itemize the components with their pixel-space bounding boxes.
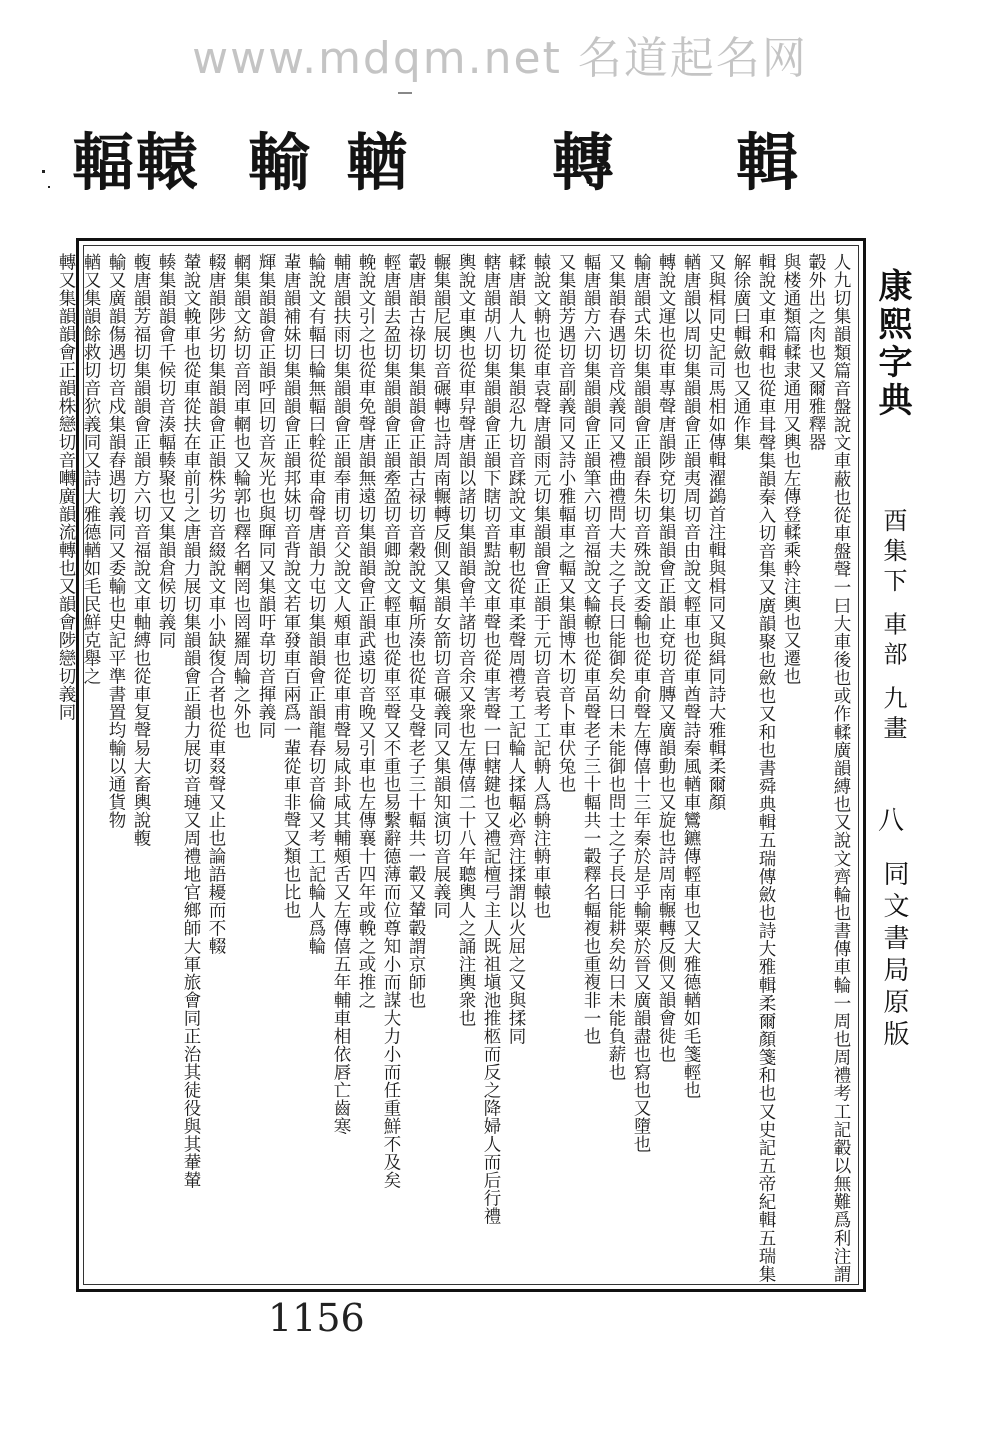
- section-label: 酉集下 車部 九畫: [879, 508, 907, 746]
- header-char: 轅: [136, 126, 199, 199]
- entry-paragraph: 輯說文車和輯也從車咠聲集韻秦入切音集又廣韻聚也斂也又和也書舜典輯五瑞傳斂也詩大雅輯柔爾顏箋和也又史記五帝紀輯五瑞集解徐廣曰輯斂也又通作集: [731, 253, 776, 1283]
- watermark-text: www.mdqm.net 名道起名网: [192, 33, 808, 84]
- header-char: 輶: [346, 126, 409, 199]
- dictionary-page-frame: [56, 238, 866, 1292]
- entry-paragraph: 輸唐韻式朱切集韻韻會正韻舂朱切音殊說文委輸也從車俞聲左傳僖十三年秦於是乎輸粟於晉又廣韻盡也寫也又墮也: [631, 253, 651, 1153]
- scan-speck: [48, 186, 50, 188]
- entry-paragraph: 輕唐韻去盈切集韻韻會正韻牽盈切音卿說文輕車也從車巠聲又不重也易繫辭德薄而位尊知小而謀大力小而任重鮮不及矣: [381, 253, 401, 1189]
- entry-paragraph: 轂唐韻古祿切集韻韻會正韻古禄切音穀說文輻所湊也從車殳聲老子三十輻共一轂又輦轂謂京師也: [406, 253, 426, 1009]
- scan-speck: [398, 92, 412, 94]
- entry-paragraph: 輝集韻韻會正韻呼回切音灰光也與暉同又集韻吁韋切音揮義同: [256, 253, 276, 739]
- header-char: 轉: [552, 126, 615, 199]
- entry-paragraph: 輹唐韻芳福切集韻韻會正韻方六切音福說文車軸縛也從車复聲易大畜輿說輹: [131, 253, 151, 847]
- entry-paragraph: 輓說文引之也從車免聲唐韻無遠切集韻韻會正韻武遠切音晚又引車也左傳襄十四年或輓之或推之: [356, 253, 376, 1009]
- publisher-label: 同文書局原版: [879, 860, 909, 1052]
- entry-paragraph: 轉又集韻韻會正韻株戀切音囀廣韻流轉也又韻會陟戀切義同: [56, 253, 76, 721]
- entry-paragraph: 輾集韻尼展切音碾轉也詩周南輾轉反側又集韻女箭切音碾義同又集韻知演切音展義同: [431, 253, 451, 919]
- entry-paragraph: 輸又廣韻傷遇切音戍集韻舂遇切義同又委輸也史記平準書置均輸以通貨物: [106, 253, 126, 829]
- entry-paragraph: 輩唐韻補妹切集韻韻會正韻邦妹切音背說文若軍發車百兩爲一輩從車非聲又類也比也: [281, 253, 301, 919]
- entry-paragraph: 輮唐韻人九切集韻忍九切音蹂說文車軔也從車柔聲周禮考工記輪人揉輻必齊注揉謂以火屈之又與揉同: [506, 253, 526, 1045]
- entry-paragraph: 輔唐韻扶雨切集韻韻會正韻奉甫切音父說文人頰車也從車甫聲易咸卦咸其輔頰舌又左傳僖五年輔車相依唇亡齒寒: [331, 253, 351, 1135]
- entry-paragraph: 輞集韻文紡切音罔車輞也又輪郭也釋名輞罔也罔羅周輪之外也: [231, 253, 251, 739]
- entry-paragraph: 輶唐韻以周切集韻韻會正韻夷周切音由說文輕車也從車酋聲詩秦風輶車鸞鑣傳輕車也又大雅德輶如毛箋輕也: [681, 253, 701, 1099]
- header-char: 輻: [72, 126, 135, 199]
- entry-paragraph: 轄唐韻胡八切集韻韻會正韻下瞎切音黠說文車聲也從車害聲一曰轄鍵也又禮記檀弓主人既祖塡池推柩而反之降婦人而后行禮: [481, 253, 501, 1225]
- entry-paragraph: 人九切集韻類篇音盤說文車蔽也從車盤聲一曰大車後也或作輮廣韻縛也又說文齊輪也書傳車輪一周也周禮考工記轂以無難爲利注謂轂外出之肉也又爾雅釋器: [806, 253, 851, 1283]
- header-char: 輯: [736, 126, 799, 199]
- entry-paragraph: 輪說文有輻曰輪無輻曰輇從車侖聲唐韻力屯切集韻韻會正韻龍春切音倫又考工記輪人爲輪: [306, 253, 326, 955]
- dictionary-body-text: [56, 253, 853, 1283]
- entry-paragraph: 又集韻春遇切音戍義同又禮曲禮問大夫之子長曰能御矣幼曰未能御也問士之子長曰能耕矣幼曰未能負薪也: [606, 253, 626, 1081]
- folio-number: 八: [878, 806, 905, 836]
- entry-paragraph: 輻唐韻方六切集韻韻會正韻筆六切音福說文輪轑也從車畐聲老子三十輻共一轂釋名輻複也重複非一也: [581, 253, 601, 1045]
- entry-paragraph: 與楼通類篇輮隶通用又輿也左傳登輮乘軨注輿也又遷也: [781, 253, 801, 685]
- entry-paragraph: 轅說文輈也從車袁聲唐韻雨元切集韻韻會正韻于元切音袁考工記輈人爲輈注輈車轅也: [531, 253, 551, 919]
- entry-paragraph: 輦說文輓車也從車從扶在車前引之唐韻力展切集韻韻會正韻力展切音璉又周禮地官鄉師大軍旅會同正治其徒役與其輂輦: [181, 253, 201, 1189]
- entry-paragraph: 又與楫同史記司馬相如傳輯濯鷁首注輯與楫同又與緝同詩大雅輯柔爾顏: [706, 253, 726, 811]
- header-char: 輸: [248, 126, 311, 199]
- book-title: 康熙字典: [872, 268, 912, 420]
- entry-paragraph: 輿說文車輿也從車舁聲唐韻以諸切集韻韻會羊諸切音余又衆也左傳僖二十八年聽輿人之誦注輿衆也: [456, 253, 476, 1027]
- page-number: 1156: [268, 1296, 365, 1340]
- scan-speck: [42, 170, 45, 173]
- entry-paragraph: 輟唐韻陟劣切集韻韻會正韻株劣切音綴說文車小缺復合者也從車叕聲又止也論語耰而不輟: [206, 253, 226, 955]
- entry-paragraph: 又集韻芳遇切音副義同又詩小雅輻車之輻又集韻博木切音卜車伏兔也: [556, 253, 576, 793]
- header-character-row: [0, 128, 1000, 208]
- entry-paragraph: 輶又集韻餘救切音狖義同又詩大雅德輶如毛民鮮克舉之: [81, 253, 101, 685]
- entry-paragraph: 輳集韻韻會千候切音湊輻輳聚也又集韻倉候切義同: [156, 253, 176, 649]
- entry-paragraph: 轉說文運也從車專聲唐韻陟兗切集韻韻會正韻止兗切音膞又廣韻動也又旋也詩周南輾轉反側又韻會徙也: [656, 253, 676, 1063]
